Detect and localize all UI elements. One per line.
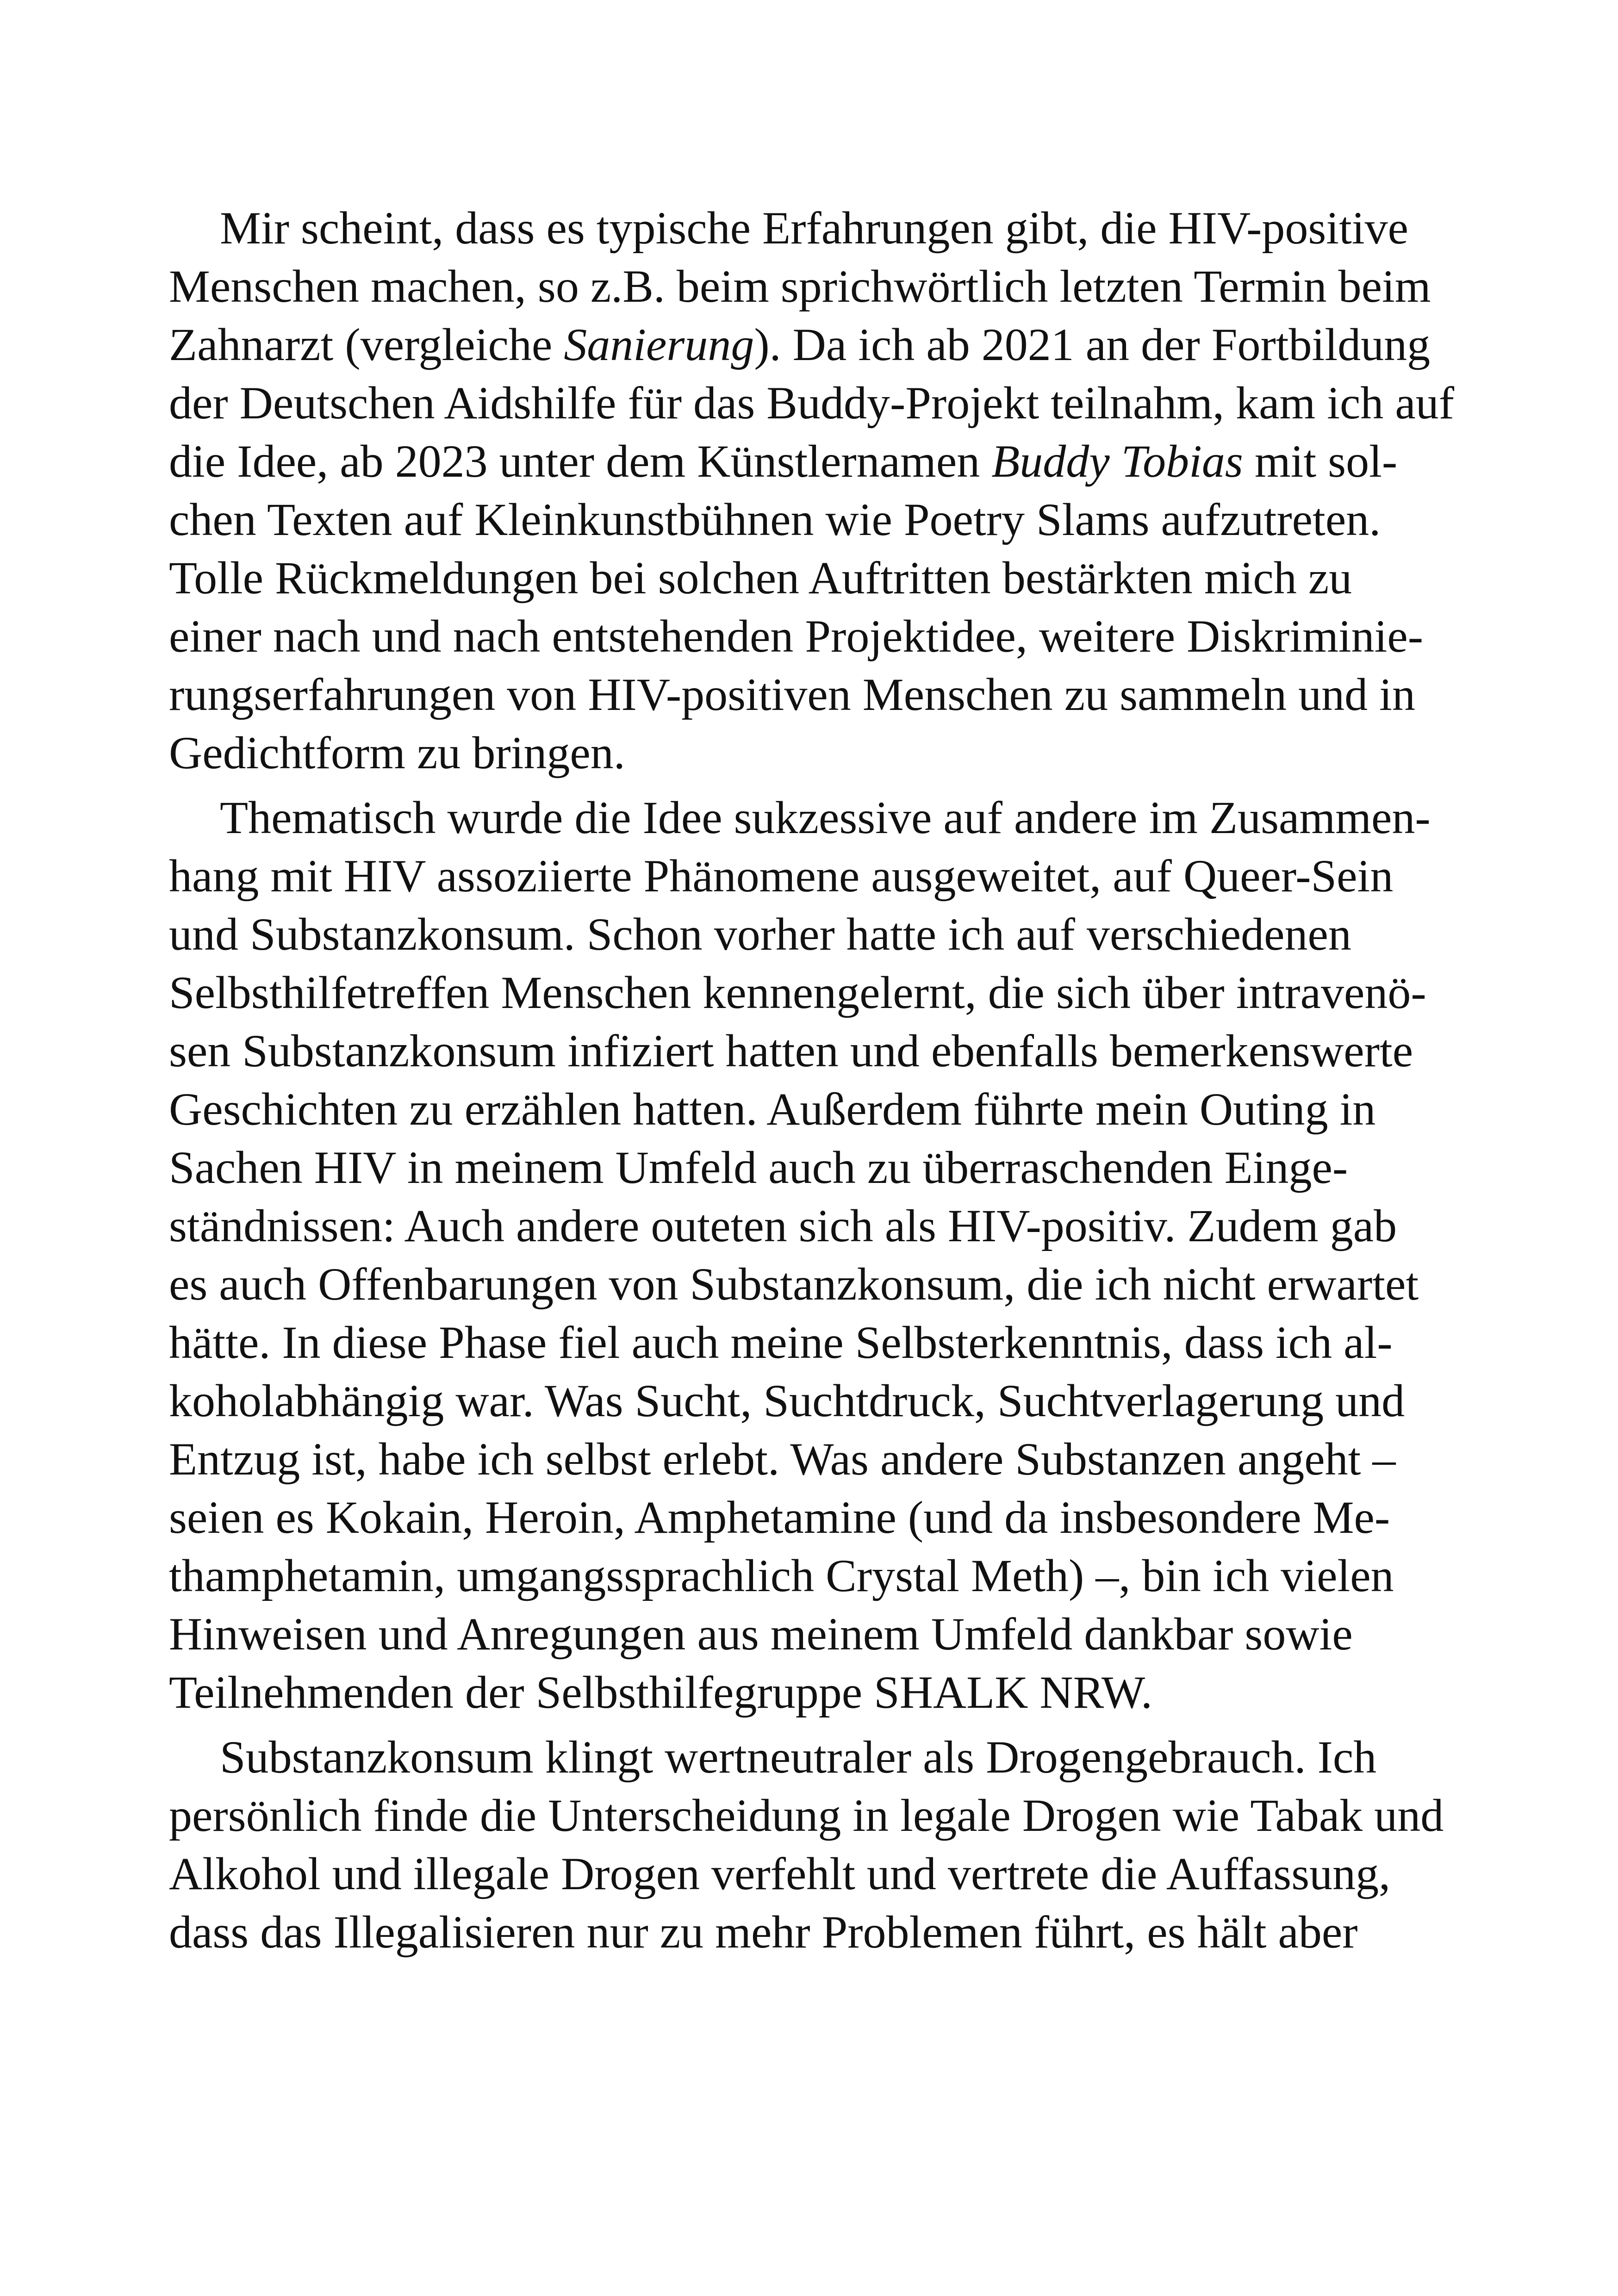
text-run: Gedichtform zu bringen.	[169, 727, 625, 778]
text-line	[169, 1197, 1446, 1255]
text-run: seien es Kokain, Heroin, Amphetamine (und da insbesondere Me-	[169, 1492, 1390, 1543]
text-line	[169, 1430, 1446, 1488]
text-line	[169, 666, 1446, 724]
text-run: Selbsthilfetreffen Menschen kennengelernt, die sich über intravenö-	[169, 967, 1426, 1018]
text-line	[169, 1903, 1446, 1961]
text-run: chen Texten auf Kleinkunstbühnen wie Poetry Slams aufzutreten.	[169, 494, 1381, 545]
text-run: ständnissen: Auch andere outeten sich als HIV-positiv. Zudem gab	[169, 1200, 1397, 1251]
paragraph	[169, 789, 1446, 1722]
text-run: Mir scheint, dass es typische Erfahrungen gibt, die HIV-positive	[220, 202, 1409, 254]
text-line	[169, 199, 1446, 257]
text-line	[169, 374, 1455, 432]
paragraph	[169, 1728, 1446, 1961]
text-line	[169, 1786, 1446, 1845]
text-run: die Idee, ab 2023 unter dem Künstlernamen	[169, 436, 992, 487]
text-run: hang mit HIV assoziierte Phänomene ausgeweitet, auf Queer-Sein	[169, 850, 1394, 902]
italic-text: Buddy Tobias	[991, 436, 1243, 487]
text-line	[169, 905, 1446, 964]
text-run: sen Substanzkonsum infiziert hatten und ebenfalls bemerkenswerte	[169, 1025, 1413, 1076]
text-line	[169, 1313, 1446, 1372]
text-line	[169, 432, 1446, 491]
text-line	[169, 1022, 1446, 1080]
text-run: mit sol-	[1243, 436, 1398, 487]
text-run: und Substanzkonsum. Schon vorher hatte ich auf verschiedenen	[169, 908, 1351, 960]
paragraph	[169, 199, 1455, 782]
text-line	[169, 1488, 1446, 1547]
text-line	[169, 491, 1446, 549]
text-line	[169, 1372, 1446, 1430]
text-line	[169, 964, 1446, 1022]
text-line	[169, 1547, 1446, 1605]
text-run: Tolle Rückmeldungen bei solchen Auftritten bestärkten mich zu	[169, 552, 1352, 604]
text-run: einer nach und nach entstehenden Projektidee, weitere Diskriminie-	[169, 610, 1424, 662]
text-run: Geschichten zu erzählen hatten. Außerdem führte mein Outing in	[169, 1083, 1376, 1135]
text-line	[169, 1139, 1446, 1197]
text-run: Zahnarzt (vergleiche	[169, 319, 564, 370]
text-run: Teilnehmenden der Selbsthilfegruppe SHALK NRW.	[169, 1667, 1153, 1718]
text-run: Sachen HIV in meinem Umfeld auch zu überraschenden Einge-	[169, 1142, 1348, 1193]
text-line	[169, 789, 1446, 847]
text-run: thamphetamin, umgangssprachlich Crystal Meth) –, bin ich vielen	[169, 1550, 1394, 1601]
text-line	[169, 1845, 1446, 1903]
text-run: dass das Illegalisieren nur zu mehr Problemen führt, es hält aber	[169, 1906, 1358, 1958]
body-text	[169, 199, 1455, 1961]
text-run: der Deutschen Aidshilfe für das Buddy-Projekt teilnahm, kam ich auf	[169, 377, 1455, 429]
text-run: persönlich finde die Unterscheidung in legale Drogen wie Tabak und	[169, 1790, 1444, 1841]
text-line	[169, 316, 1446, 374]
text-run: Entzug ist, habe ich selbst erlebt. Was andere Substanzen angeht –	[169, 1433, 1396, 1485]
text-run: koholabhängig war. Was Sucht, Suchtdruck, Suchtverlagerung und	[169, 1375, 1405, 1426]
text-line	[169, 724, 1446, 782]
text-run: hätte. In diese Phase fiel auch meine Selbsterkenntnis, dass ich al-	[169, 1317, 1393, 1368]
text-run: Thematisch wurde die Idee sukzessive auf andere im Zusammen-	[220, 792, 1431, 843]
text-run: es auch Offenbarungen von Substanzkonsum, die ich nicht erwartet	[169, 1258, 1419, 1310]
text-run: Substanzkonsum klingt wertneutraler als Drogengebrauch. Ich	[220, 1731, 1377, 1783]
text-line	[169, 847, 1446, 905]
text-line	[169, 1605, 1446, 1663]
text-run: Menschen machen, so z.B. beim sprichwörtlich letzten Termin beim	[169, 261, 1431, 312]
text-run: Hinweisen und Anregungen aus meinem Umfeld dankbar sowie	[169, 1608, 1353, 1660]
text-run: Alkohol und illegale Drogen verfehlt und vertrete die Auffassung,	[169, 1848, 1391, 1899]
text-line	[169, 607, 1446, 666]
text-line	[169, 257, 1446, 316]
text-line	[169, 549, 1446, 607]
text-line	[169, 1255, 1446, 1313]
text-run: ). Da ich ab 2021 an der Fortbildung	[754, 319, 1431, 370]
text-line	[169, 1663, 1446, 1722]
text-run: rungserfahrungen von HIV-positiven Menschen zu sammeln und in	[169, 669, 1415, 720]
italic-text: Sanierung	[564, 319, 754, 370]
text-line	[169, 1728, 1446, 1786]
text-line	[169, 1080, 1446, 1139]
